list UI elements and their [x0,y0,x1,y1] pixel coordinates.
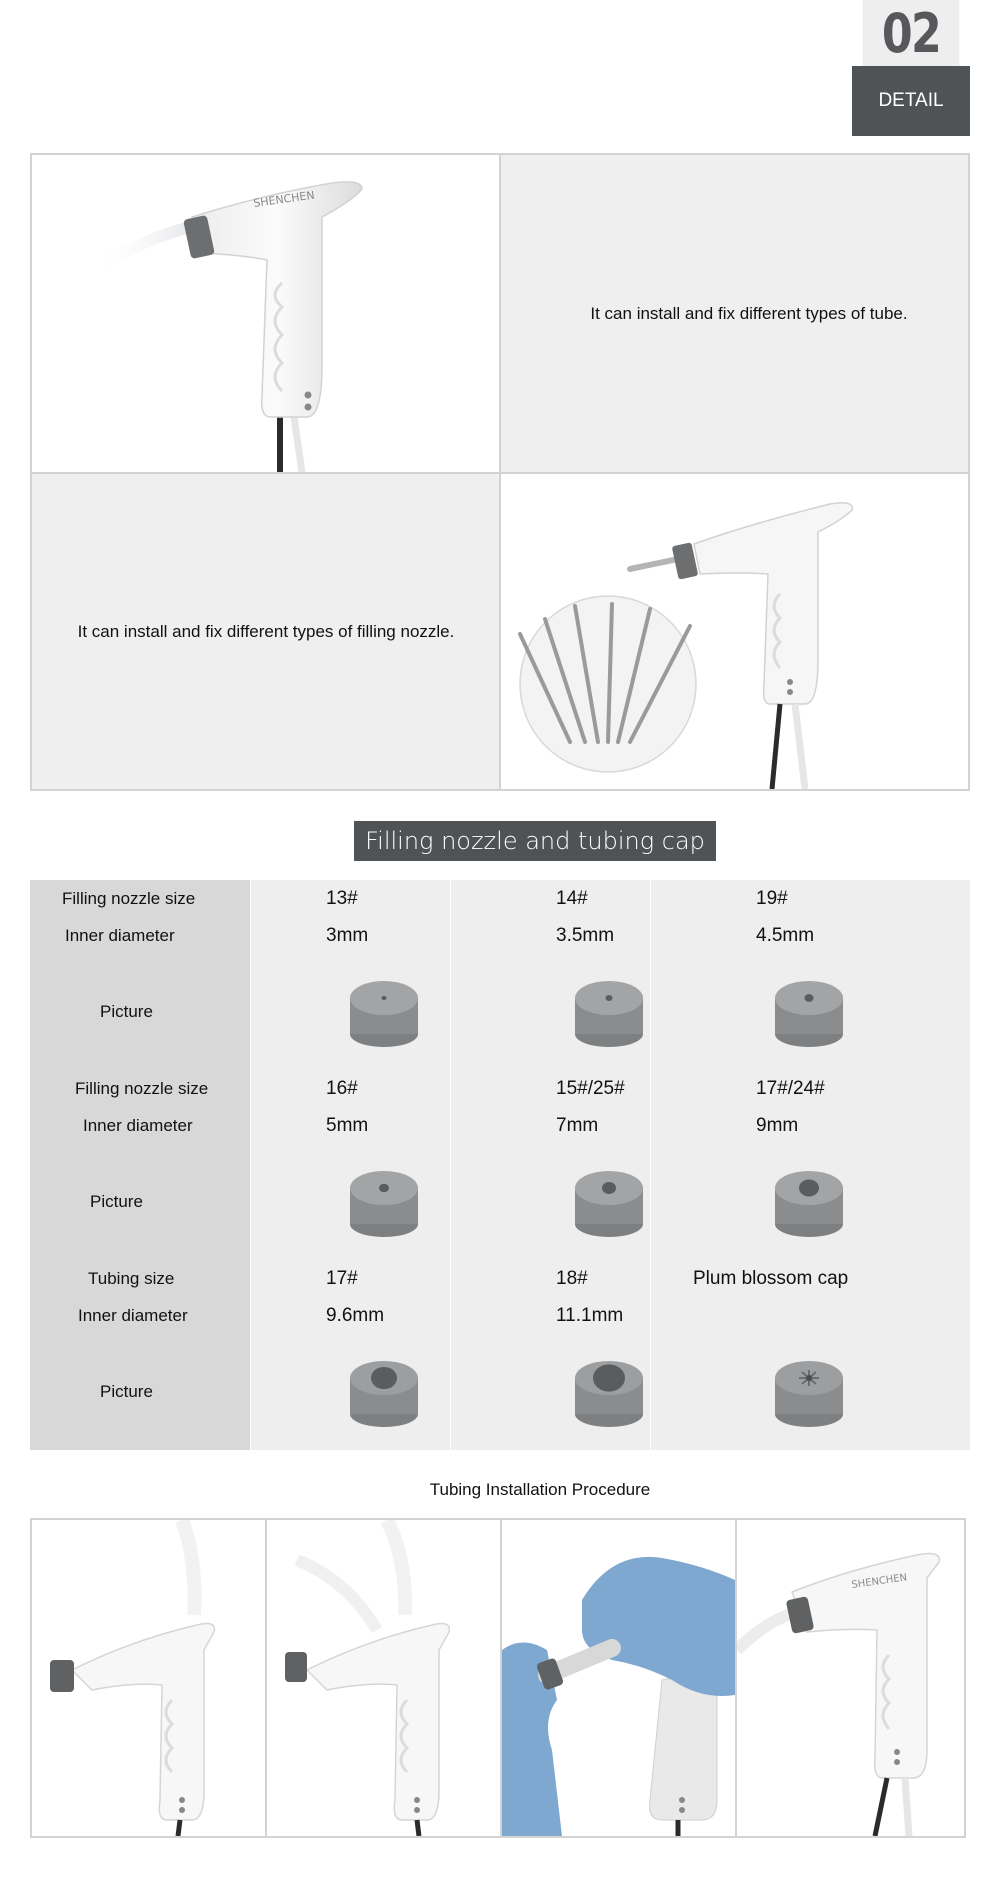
value-cell: 11.1mm [450,1298,650,1334]
brand-logo: SHENCHEN [252,188,316,210]
picture-row [30,954,970,1070]
value-cell: 13# [250,880,450,918]
dispenser-gun-with-nozzles-icon [500,474,968,789]
cap-picture-cell [250,1144,450,1260]
nozzle-feature-text: It can install and fix different types of filling nozzle. [77,621,455,641]
nozzle-cap-icon [571,1352,647,1432]
size-row [30,880,970,918]
row-label: Inner diameter [30,1108,250,1144]
cap-picture-cell [450,1334,650,1450]
cap-picture-cell [250,1334,450,1450]
row-label: Picture [30,1144,250,1260]
nozzle-image-cell [500,474,968,789]
value-cell [650,1298,970,1334]
gun-image-cell [32,155,500,472]
cap-picture-cell [650,1144,970,1260]
nozzle-cap-icon [346,1352,422,1432]
picture-row [30,1334,970,1450]
value-cell: 14# [450,880,650,918]
size-row [30,1260,970,1298]
row-label: Filling nozzle size [30,880,250,918]
cap-picture-cell [650,954,970,1070]
diameter-row [30,1298,970,1334]
value-cell: 17# [250,1260,450,1298]
nozzle-cap-icon [571,972,647,1052]
value-cell: Plum blossom cap [650,1260,970,1298]
nozzle-feature-cell [32,474,500,789]
row-label: Inner diameter [30,1298,250,1334]
procedure-title: Tubing Installation Procedure [429,1480,651,1499]
section-number: 02 [863,0,960,66]
value-cell: 3.5mm [450,918,650,954]
glove-hand-icon [502,1520,735,1836]
tube-feature-cell [500,155,968,472]
procedure-step-3 [502,1520,735,1836]
value-cell: 19# [650,880,970,918]
nozzle-cap-icon [771,1162,847,1242]
value-cell: 17#/24# [650,1070,970,1108]
diameter-row [30,1108,970,1144]
nozzle-cap-icon [346,972,422,1052]
cap-picture-cell [450,954,650,1070]
nozzle-cap-icon [771,1352,847,1432]
procedure-step-1 [32,1520,265,1836]
nozzle-cap-icon [771,972,847,1052]
size-row [30,1070,970,1108]
nozzle-cap-icon [346,1162,422,1242]
value-cell: 9.6mm [250,1298,450,1334]
value-cell: 5mm [250,1108,450,1144]
tube-feature-text: It can install and fix different types of tube. [590,303,908,323]
procedure-strip [30,1518,966,1838]
diameter-row [30,918,970,954]
nozzle-cap-icon [571,1162,647,1242]
row-label: Picture [30,1334,250,1450]
dispenser-gun-icon [32,155,500,472]
value-cell: 7mm [450,1108,650,1144]
value-cell: 3mm [250,918,450,954]
cap-picture-cell [650,1334,970,1450]
procedure-step-4 [737,1520,970,1836]
value-cell: 4.5mm [650,918,970,954]
dispenser-gun-tube-icon [267,1520,500,1836]
cap-picture-cell [450,1144,650,1260]
row-label: Tubing size [30,1260,250,1298]
section-label: DETAIL [852,66,970,136]
value-cell: 15#/25# [450,1070,650,1108]
dispenser-gun-icon [32,1520,265,1836]
feature-grid [30,153,970,791]
value-cell: 16# [250,1070,450,1108]
procedure-step-2 [267,1520,500,1836]
value-cell: 18# [450,1260,650,1298]
section-title: Filling nozzle and tubing cap [354,821,716,861]
row-label: Filling nozzle size [30,1070,250,1108]
cap-picture-cell [250,954,450,1070]
row-label: Inner diameter [30,918,250,954]
picture-row [30,1144,970,1260]
row-label: Picture [30,954,250,1070]
brand-logo: SHENCHEN [850,1572,908,1591]
value-cell: 9mm [650,1108,970,1144]
dispenser-gun-icon [737,1520,970,1836]
